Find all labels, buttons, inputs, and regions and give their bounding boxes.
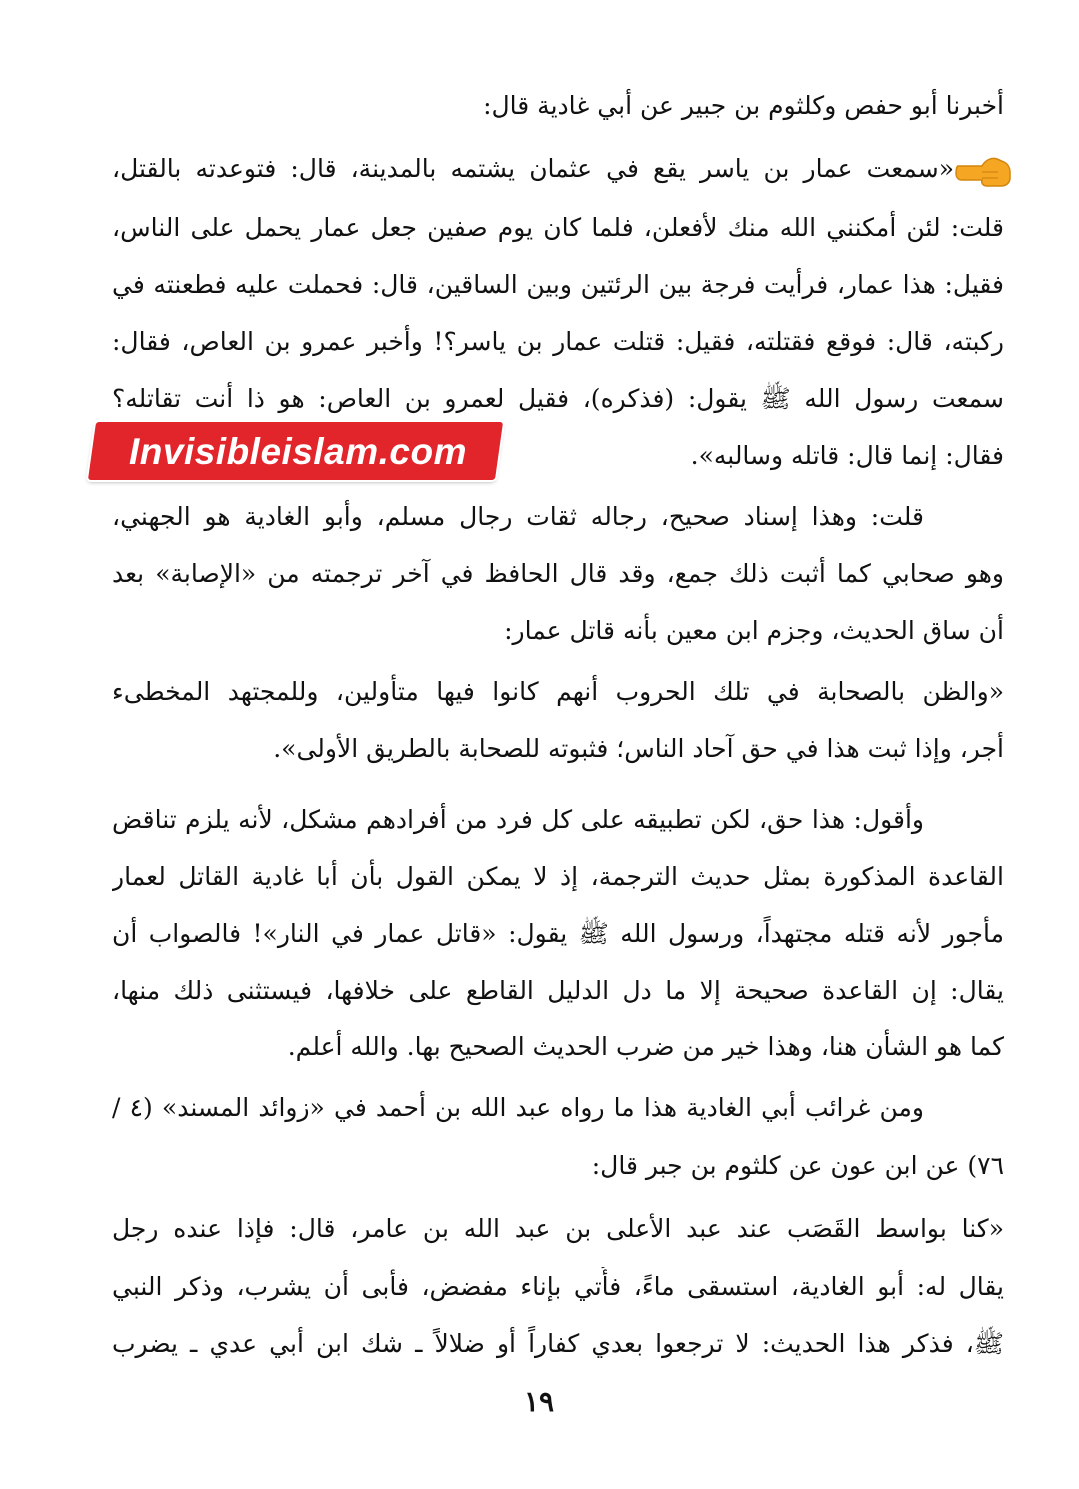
text-line: مأجور لأنه قتله مجتهداً، ورسول الله ﷺ يقول: «قاتل عمار في النار»! فالصواب أن bbox=[112, 919, 1004, 948]
page-number: ١٩ bbox=[523, 1385, 555, 1418]
text-line: «كنا بواسط القَصَب عند عبد الأعلى بن عبد الله بن عامر، قال: فإذا عنده رجل bbox=[112, 1214, 1004, 1243]
text-line: ﷺ، فذكر هذا الحديث: لا ترجعوا بعدي كفاراً أو ضلالاً ـ شك ابن أبي عدي ـ يضرب bbox=[112, 1329, 1004, 1358]
text-line: يقال له: أبو الغادية، استسقى ماءً، فأُتي بإناء مفضض، فأبى أن يشرب، وذكر النبي bbox=[112, 1272, 1004, 1301]
text-line: فقال: إنما قال: قاتله وسالبه». bbox=[690, 441, 1004, 470]
text-line: ركبته، قال: فوقع فقتلته، فقيل: قتلت عمار بن ياسر؟! وأخبر عمرو بن العاص، فقال: bbox=[112, 327, 1004, 356]
text-line: قلت: وهذا إسناد صحيح، رجاله ثقات رجال مسلم، وأبو الغادية هو الجهني، bbox=[112, 502, 924, 531]
text-line: ومن غرائب أبي الغادية هذا ما رواه عبد الله بن أحمد في «زوائد المسند» (٤ / bbox=[112, 1093, 924, 1122]
text-line: أخبرنا أبو حفص وكلثوم بن جبير عن أبي غادية قال: bbox=[483, 91, 1004, 120]
text-line: أجر، وإذا ثبت هذا في حق آحاد الناس؛ فثبوته للصحابة بالطريق الأولى». bbox=[273, 734, 1004, 763]
text-line: وأقول: هذا حق، لكن تطبيقه على كل فرد من أفرادهم مشكل، لأنه يلزم تناقض bbox=[112, 805, 924, 834]
text-line: يقال: إن القاعدة صحيحة إلا ما دل الدليل القاطع على خلافها، فيستثنى ذلك منها، bbox=[112, 976, 1004, 1005]
text-line: قلت: لئن أمكنني الله منك لأفعلن، فلما كان يوم صفين جعل عمار يحمل على الناس، bbox=[112, 213, 1004, 242]
text-line: ٧٦) عن ابن عون عن كلثوم بن جبر قال: bbox=[591, 1151, 1004, 1180]
pointing-hand-icon bbox=[952, 148, 1016, 192]
text-line: كما هو الشأن هنا، وهذا خير من ضرب الحديث الصحيح بها. والله أعلم. bbox=[287, 1032, 1004, 1061]
watermark-text: Invisibleislam.com bbox=[128, 431, 468, 472]
text-line: فقيل: هذا عمار، فرأيت فرجة بين الرئتين وبين الساقين، قال: فحملت عليه فطعنته في bbox=[112, 270, 1004, 299]
text-line: أن ساق الحديث، وجزم ابن معين بأنه قاتل عمار: bbox=[504, 616, 1004, 645]
text-line: «والظن بالصحابة في تلك الحروب أنهم كانوا فيها متأولين، وللمجتهد المخطىء bbox=[112, 677, 1004, 706]
text-line: القاعدة المذكورة بمثل حديث الترجمة، إذ لا يمكن القول بأن أبا غادية القاتل لعمار bbox=[112, 862, 1004, 891]
text-line: وهو صحابي كما أثبت ذلك جمع، وقد قال الحافظ في آخر ترجمته من «الإصابة» بعد bbox=[112, 559, 1004, 588]
text-line: «سمعت عمار بن ياسر يقع في عثمان يشتمه بالمدينة، قال: فتوعدته بالقتل، bbox=[112, 154, 954, 183]
text-line: سمعت رسول الله ﷺ يقول: (فذكره)، فقيل لعمرو بن العاص: هو ذا أنت تقاتله؟ bbox=[112, 384, 1004, 413]
